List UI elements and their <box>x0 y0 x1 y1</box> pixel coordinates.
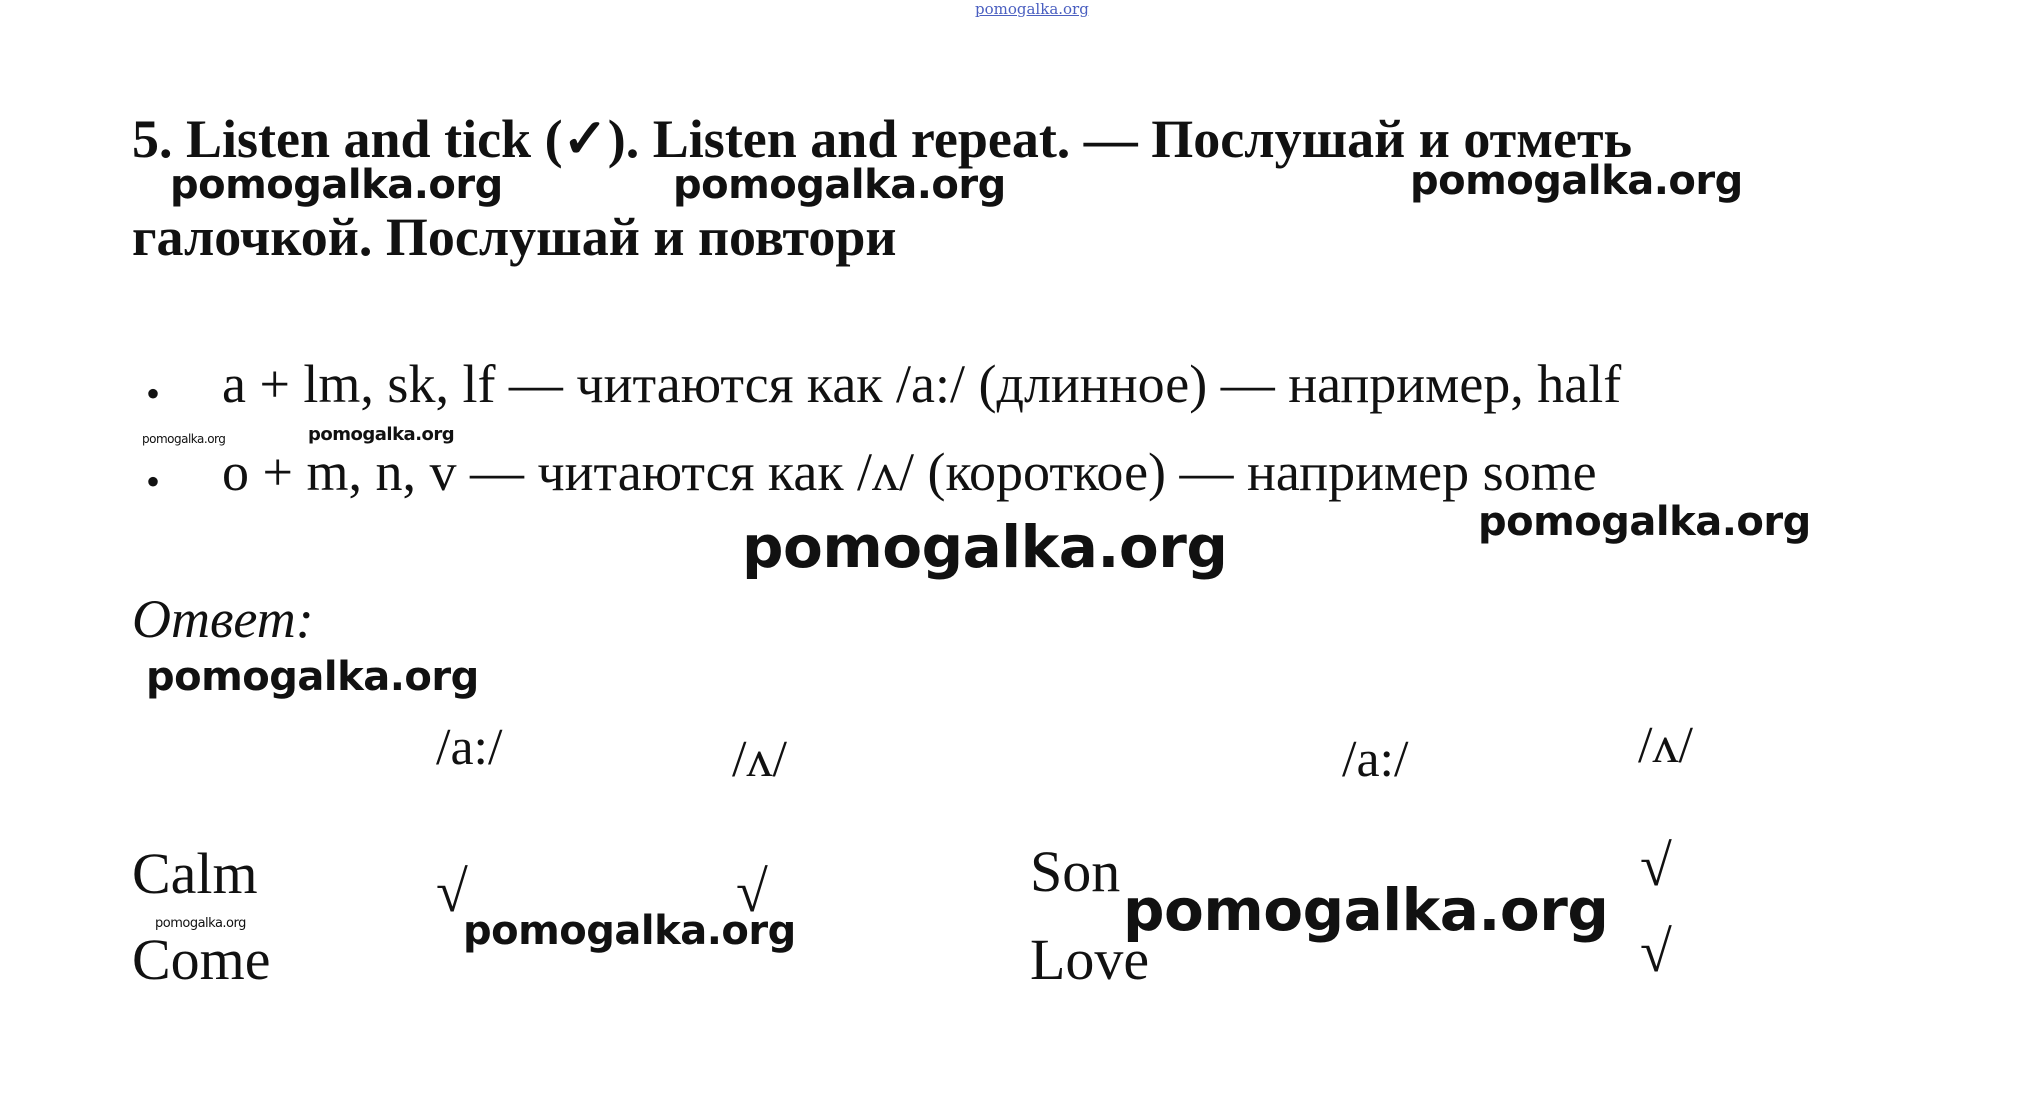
watermark: pomogalka.org <box>170 162 503 208</box>
right-header-short-u: /ʌ/ <box>1638 717 1693 774</box>
exercise-title-line-2: галочкой. Послушай и повтори <box>132 207 897 267</box>
watermark: pomogalka.org <box>142 432 226 446</box>
tick-love: √ <box>1640 919 1672 984</box>
left-header-long-a: /a:/ <box>436 719 503 776</box>
source-watermark: pomogalka.org <box>975 0 1089 18</box>
watermark: pomogalka.org <box>155 916 246 931</box>
watermark: pomogalka.org <box>1478 499 1811 545</box>
tick-calm: √ <box>436 859 468 924</box>
word-come: Come <box>132 927 271 992</box>
word-love: Love <box>1030 927 1150 992</box>
bullet-icon: • <box>146 371 161 416</box>
tick-son: √ <box>1640 833 1672 898</box>
right-header-long-a: /a:/ <box>1342 731 1409 788</box>
rule-item-a: a + lm, sk, lf — читаются как /a:/ (длинное) — например, half <box>222 354 1622 414</box>
left-header-short-u: /ʌ/ <box>732 731 787 788</box>
watermark: pomogalka.org <box>308 424 455 445</box>
tick-come: √ <box>736 859 768 924</box>
watermark: pomogalka.org <box>742 513 1228 581</box>
answer-label: Ответ: <box>132 589 314 649</box>
exercise-title-line-1: 5. Listen and tick (✓). Listen and repeat. — Послушай и отметь <box>132 109 1633 169</box>
watermark: pomogalka.org <box>1123 876 1609 944</box>
rule-item-o: o + m, n, v — читаются как /ʌ/ (короткое) — например some <box>222 442 1597 502</box>
watermark: pomogalka.org <box>673 162 1006 208</box>
bullet-icon: • <box>146 459 161 504</box>
watermark: pomogalka.org <box>463 908 796 954</box>
word-son: Son <box>1030 839 1121 904</box>
word-calm: Calm <box>132 841 258 906</box>
watermark: pomogalka.org <box>1410 158 1743 204</box>
watermark: pomogalka.org <box>146 654 479 700</box>
